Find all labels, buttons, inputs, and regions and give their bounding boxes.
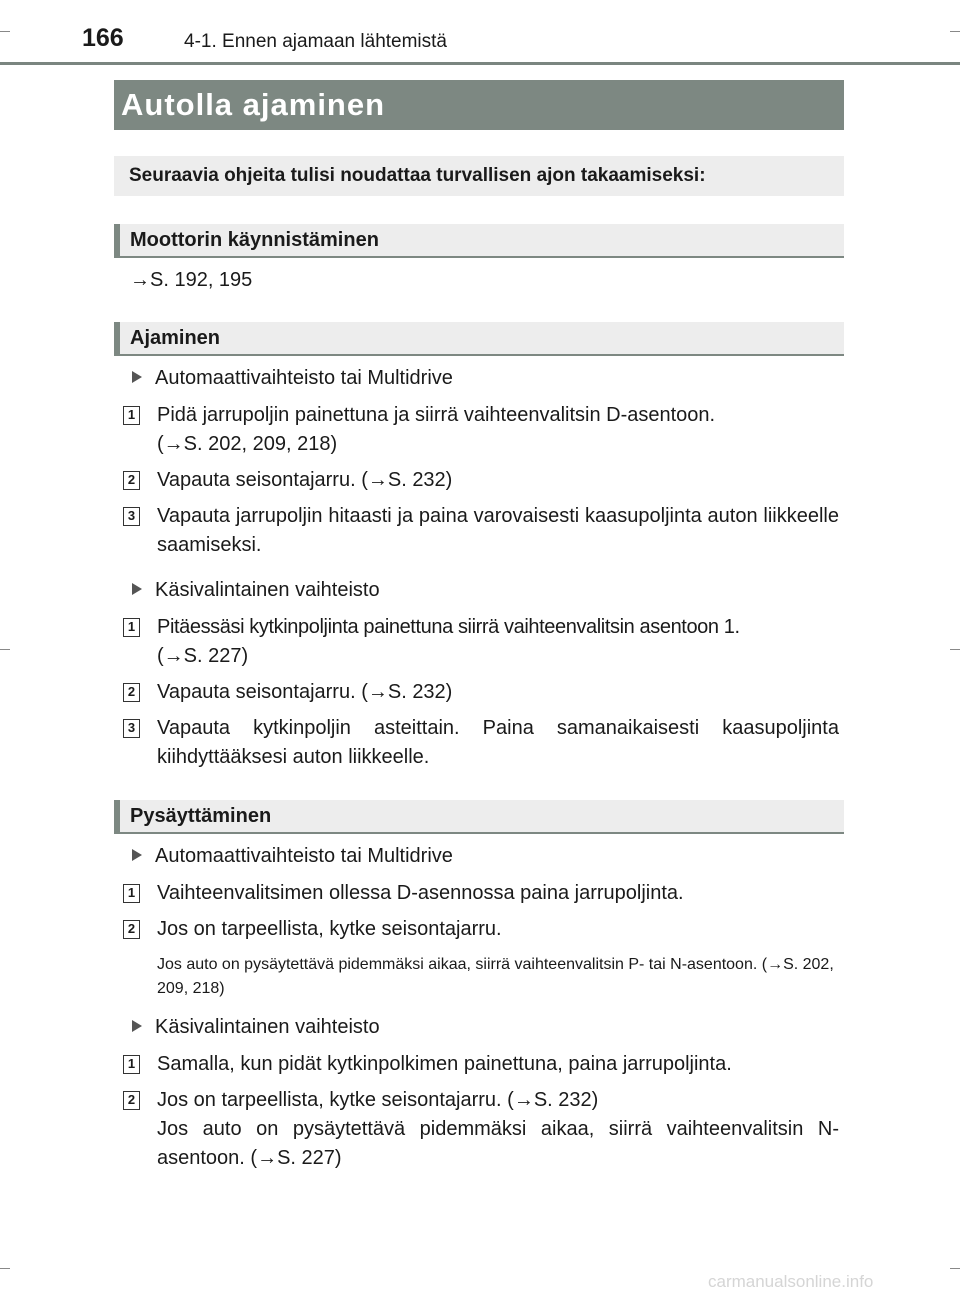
crop-mark — [950, 649, 960, 650]
step-text: Samalla, kun pidät kytkinpolkimen painettuna, paina jarrupoljinta. — [157, 1053, 732, 1075]
step-text: Vapauta kytkinpoljin asteittain. Paina samanaikaisesti kaasupoljinta kiihdyttääksesi auton liikkeelle. — [157, 717, 839, 768]
step-number: 2 — [123, 1091, 140, 1110]
step-text-continued: (→S. 202, 209, 218) — [157, 433, 338, 455]
step-number: 2 — [123, 471, 140, 490]
crop-mark — [0, 649, 10, 650]
header-rule — [0, 62, 960, 65]
section-heading-stopping: Pysäyttäminen — [114, 800, 844, 834]
step-note: Jos auto on pysäytettävä pidemmäksi aikaa, siirrä vaihteenvalitsin P- tai N-asentoon. (→S. 202, 209, 218) — [157, 956, 834, 997]
step-number: 1 — [123, 884, 140, 903]
watermark: carmanualsonline.info — [708, 1272, 874, 1291]
step-number: 1 — [123, 618, 140, 637]
page-number: 166 — [82, 24, 124, 52]
crop-mark — [950, 1268, 960, 1269]
triangle-bullet-icon — [132, 849, 142, 861]
step-number: 1 — [123, 1055, 140, 1074]
step-text: Vapauta jarrupoljin hitaasti ja paina varovaisesti kaasupoljinta auton liikkeelle saamiseksi. — [157, 505, 839, 556]
subsection-title: Käsivalintainen vaihteisto — [132, 576, 380, 605]
triangle-bullet-icon — [132, 371, 142, 383]
crop-mark — [950, 31, 960, 32]
step-text-continued: (→S. 227) — [157, 645, 249, 667]
crop-mark — [0, 31, 10, 32]
step-number: 1 — [123, 406, 140, 425]
step-text: Pidä jarrupoljin painettuna ja siirrä vaihteenvalitsin D-asentoon. — [157, 404, 716, 426]
step-text: Vapauta seisontajarru. (→S. 232) — [157, 681, 453, 703]
step-text: Vapauta seisontajarru. (→S. 232) — [157, 469, 453, 491]
section-heading-driving: Ajaminen — [114, 322, 844, 356]
step-number: 3 — [123, 507, 140, 526]
step-text: Jos on tarpeellista, kytke seisontajarru. — [157, 918, 502, 940]
section-heading-starting: Moottorin käynnistäminen — [114, 224, 844, 258]
step-text-continued: Jos auto on pysäytettävä pidemmäksi aikaa, siirrä vaihteenvalitsin N-asentoon. (→S. 227) — [157, 1118, 839, 1169]
subsection-title: Automaattivaihteisto tai Multidrive — [132, 842, 453, 871]
section-breadcrumb: 4-1. Ennen ajamaan lähtemistä — [184, 31, 447, 52]
step-number: 3 — [123, 719, 140, 738]
crop-mark — [0, 1268, 10, 1269]
triangle-bullet-icon — [132, 583, 142, 595]
subsection-title: Käsivalintainen vaihteisto — [132, 1013, 380, 1042]
step-text: Pitäessäsi kytkinpoljinta painettuna siirrä vaihteenvalitsin asentoon 1. — [157, 616, 740, 638]
intro-box: Seuraavia ohjeita tulisi noudattaa turvallisen ajon takaamiseksi: — [114, 156, 844, 196]
triangle-bullet-icon — [132, 1020, 142, 1032]
step-text: Jos on tarpeellista, kytke seisontajarru. (→S. 232) — [157, 1089, 599, 1111]
step-text: Vaihteenvalitsimen ollessa D-asennossa paina jarrupoljinta. — [157, 882, 684, 904]
step-number: 2 — [123, 683, 140, 702]
step-number: 2 — [123, 920, 140, 939]
page-title: Autolla ajaminen — [114, 80, 844, 130]
subsection-title: Automaattivaihteisto tai Multidrive — [132, 364, 453, 393]
page-reference: →S. 192, 195 — [130, 269, 253, 291]
